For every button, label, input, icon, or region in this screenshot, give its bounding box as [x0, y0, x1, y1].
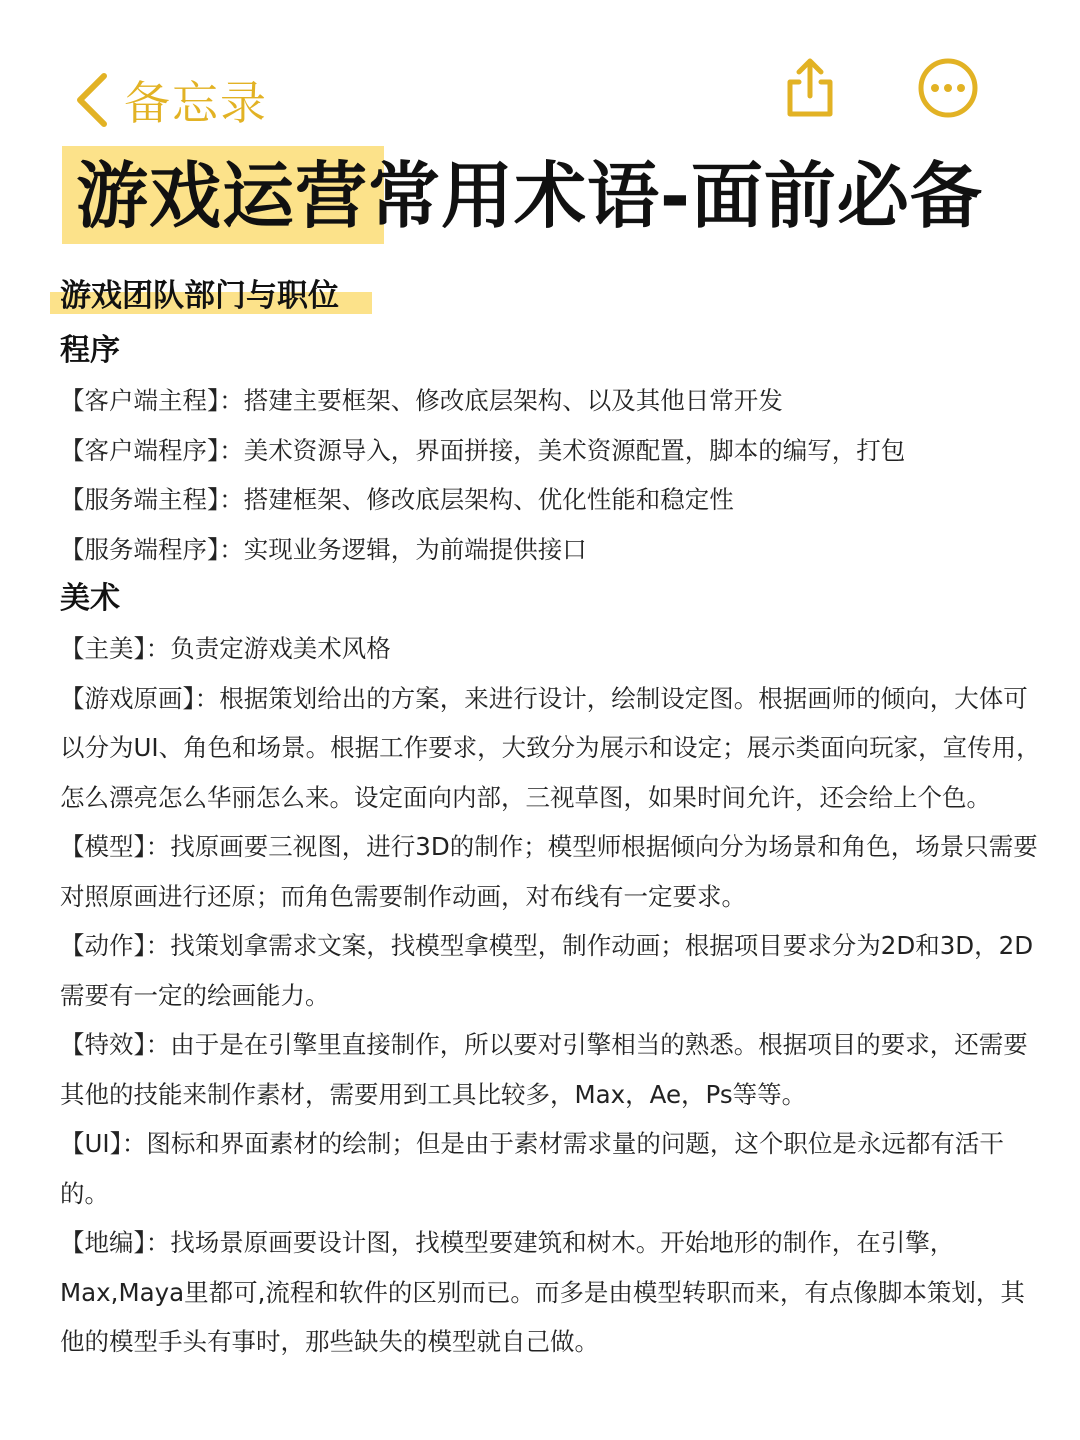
list-item: 【服务端程序】：实现业务逻辑，为前端提供接口: [60, 534, 587, 564]
more-horizontal-icon: [916, 56, 980, 120]
top-navigation-bar: [0, 0, 1080, 140]
list-item: 【服务端主程】：搭建框架、修改底层架构、优化性能和稳定性: [60, 485, 734, 514]
back-label: 备忘录: [124, 76, 268, 130]
note-body: [60, 270, 1046, 1367]
section-header: [60, 270, 1046, 326]
list-item: 【特效】：由于是在引擎里直接制作，所以要对引擎相当的熟悉。根据项目的要求，还需要其他的技能来制作素材，需要用到工具比较多，Max，Ae，Ps等等。: [60, 1030, 1028, 1109]
list-item: 【动作】：找策划拿需求文案，找模型拿模型，制作动画；根据项目要求分为2D和3D，2D需要有一定的绘画能力。: [60, 931, 1034, 1010]
list-item: 【客户端主程】：搭建主要框架、修改底层架构、以及其他日常开发: [60, 386, 783, 415]
list-item: 【游戏原画】：根据策划给出的方案，来进行设计，绘制设定图。根据画师的倾向，大体可以分为UI、角色和场景。根据工作要求，大致分为展示和设定；展示类面向玩家，宣传用，怎么漂亮怎么华丽怎么来。设定面向内部，三视草图，如果时间允许，还会给上个色。: [60, 683, 1041, 812]
group-heading: 美术: [60, 581, 120, 616]
section-title: 游戏团队部门与职位: [60, 278, 339, 314]
list-item: 【主美】：负责定游戏美术风格: [60, 634, 391, 663]
list-item: 【客户端程序】：美术资源导入，界面拼接，美术资源配置，脚本的编写，打包: [60, 435, 906, 465]
share-icon: [780, 56, 840, 120]
list-item: 【UI】：图标和界面素材的绘制；但是由于素材需求量的问题，这个职位是永远都有活干的。: [60, 1129, 1004, 1208]
group-art: [60, 574, 1046, 1367]
list-item: 【模型】：找原画要三视图，进行3D的制作；模型师根据倾向分为场景和角色，场景只需要对照原画进行还原；而角色需要制作动画，对布线有一定要求。: [60, 832, 1038, 911]
more-options-button[interactable]: [916, 56, 980, 120]
chevron-left-icon: [72, 70, 112, 130]
share-button[interactable]: [780, 56, 840, 120]
group-programming: [60, 326, 1046, 574]
list-item: 【地编】：找场景原画要设计图，找模型要建筑和树木。开始地形的制作，在引擎，Max,Maya里都可,流程和软件的区别而已。而多是由模型转职而来，有点像脚本策划，其他的模型手头有事时，那些缺失的模型就自己做。: [60, 1228, 1025, 1356]
title-highlighted-text: 游戏运营: [76, 154, 369, 238]
title-rest-text: 常用术语-面前必备: [368, 154, 983, 238]
back-button[interactable]: [72, 68, 268, 132]
group-heading: 程序: [60, 333, 120, 368]
